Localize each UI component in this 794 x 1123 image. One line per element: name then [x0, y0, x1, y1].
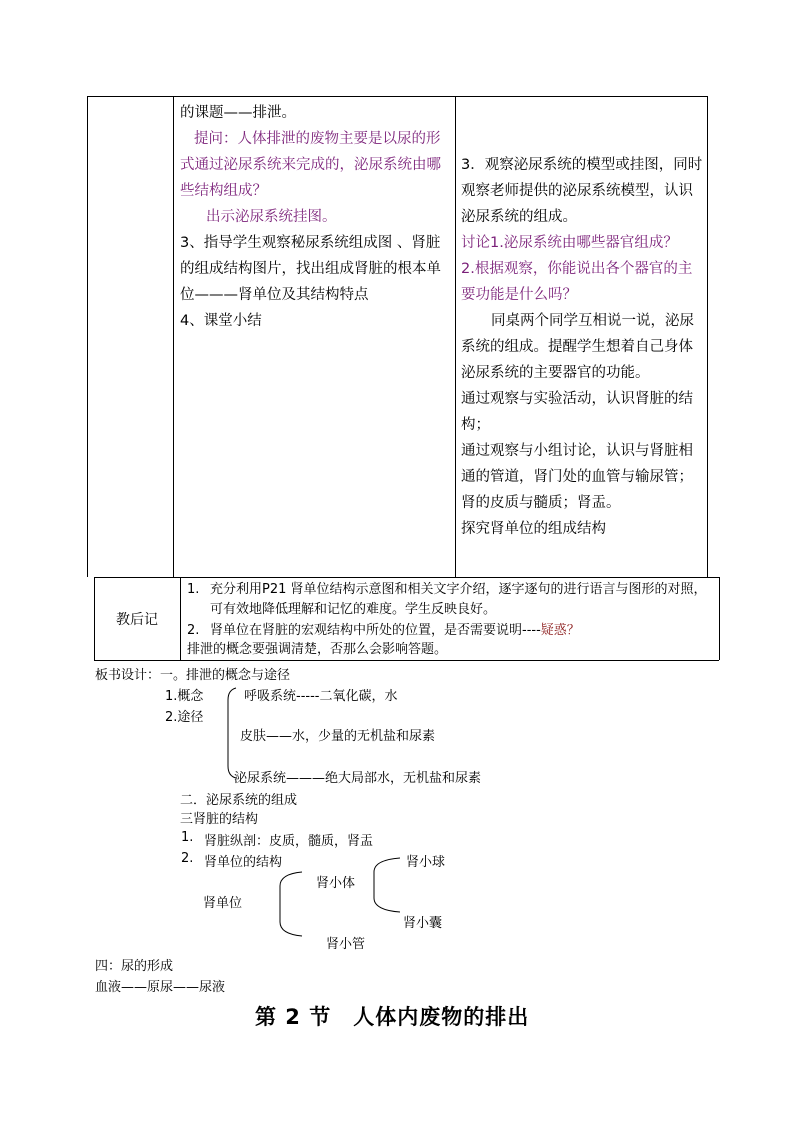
tubule-label: 肾小管 — [326, 937, 366, 952]
board-urinary: 泌尿系统———绝大局部水，无机盐和尿素 — [234, 771, 482, 786]
table-top-border — [87, 96, 707, 97]
student-activities — [461, 152, 703, 542]
table-col-divider-1 — [173, 96, 174, 577]
board-section-2: 二．泌尿系统的组成 — [180, 793, 298, 808]
board-k1-text: 肾脏纵剖：皮质，髓质，肾盂 — [204, 834, 374, 849]
board-k2-num: 2. — [181, 851, 194, 866]
board-heading: 板书设计：一。排泄的概念与途径 — [95, 668, 291, 683]
student-kidney-structure: 通过观察与实验活动，认识肾脏的结构； — [461, 391, 693, 433]
reflection-left-border — [94, 577, 95, 660]
reflection-item3-text: 排泄的概念要强调清楚，否那么会影响答题。 — [187, 642, 448, 657]
student-discuss-1: 讨论1.泌尿系统由哪些器官组成？ — [461, 235, 678, 251]
glomerulus-label: 肾小球 — [406, 855, 446, 870]
reflection-label: 教后记 — [116, 612, 158, 628]
table-right-border — [707, 96, 708, 577]
student-observe-model: 3．观察泌尿系统的模型或挂图，同时观察老师提供的泌尿系统模型，认识泌尿系统的组成。 — [461, 157, 703, 225]
reflection-item1-num: 1. — [187, 582, 200, 597]
reflection-item2-num: 2. — [187, 623, 200, 638]
reflection-item2 — [210, 621, 580, 641]
capsule-label: 肾小囊 — [403, 916, 443, 931]
board-flow: 血液——原尿——尿液 — [95, 980, 226, 995]
reflection-item2-question: 疑惑？ — [540, 623, 580, 638]
corpuscle-label: 肾小体 — [316, 876, 356, 891]
reflection-divider — [180, 577, 181, 660]
table-col-divider-2 — [455, 96, 456, 577]
board-section-4: 四：尿的形成 — [95, 959, 174, 974]
board-route: 2.途径 — [165, 710, 204, 725]
reflection-top-border — [94, 577, 719, 578]
reflection-right-border — [719, 577, 720, 660]
student-discuss-2: 2.根据观察，你能说出各个器官的主要功能是什么吗？ — [461, 261, 693, 303]
teacher-summary: 4、课堂小结 — [180, 313, 262, 329]
board-k1-num: 1. — [181, 830, 194, 845]
nephron-label: 肾单位 — [203, 896, 243, 911]
table-left-border — [87, 96, 88, 577]
student-pair-talk: 同桌两个同学互相说一说，泌尿系统的组成。提醒学生想着自己身体泌尿系统的主要器官的功能。 — [461, 313, 694, 381]
board-concept: 1.概念 — [165, 689, 204, 704]
board-section-3: 三肾脏的结构 — [180, 812, 259, 827]
section-title: 第 2 节 人体内废物的排出 — [255, 1005, 530, 1029]
teacher-show-chart: 出示泌尿系统挂图。 — [206, 209, 337, 225]
student-ducts: 通过观察与小组讨论，认识与肾脏相通的管道，肾门处的血管与输尿管；肾的皮质与髓质；肾盂。 — [461, 443, 693, 511]
teacher-question: 提问：人体排泄的废物主要是以尿的形式通过泌尿系统来完成的，泌尿系统由哪些结构组成？ — [180, 131, 441, 199]
board-skin: 皮肤——水，少量的无机盐和尿素 — [240, 729, 436, 744]
reflection-item2-text: 肾单位在肾脏的宏观结构中所处的位置，是否需要说明---- — [210, 623, 541, 638]
board-k2-text: 肾单位的结构 — [204, 855, 283, 870]
teacher-guide-observe: 3、指导学生观察秘尿系统组成图 、肾脏的组成结构图片，找出组成肾脏的根本单位———肾单位及其结构特点 — [180, 235, 441, 303]
teacher-activities — [180, 100, 450, 334]
nephron-brace-icon — [268, 868, 308, 940]
teacher-line-topic: 的课题——排泄。 — [180, 105, 296, 121]
board-breath: 呼吸系统-----二氧化碳，水 — [244, 689, 398, 704]
student-nephron: 探究肾单位的组成结构 — [461, 521, 606, 537]
reflection-item1-text: 充分利用P21 肾单位结构示意图和相关文字介绍，逐字逐句的进行语言与图形的对照，可有效地降低理解和记忆的难度。学生反映良好。 — [210, 582, 707, 617]
corpuscle-brace-icon — [360, 852, 404, 916]
reflection-bottom-border — [94, 660, 719, 661]
